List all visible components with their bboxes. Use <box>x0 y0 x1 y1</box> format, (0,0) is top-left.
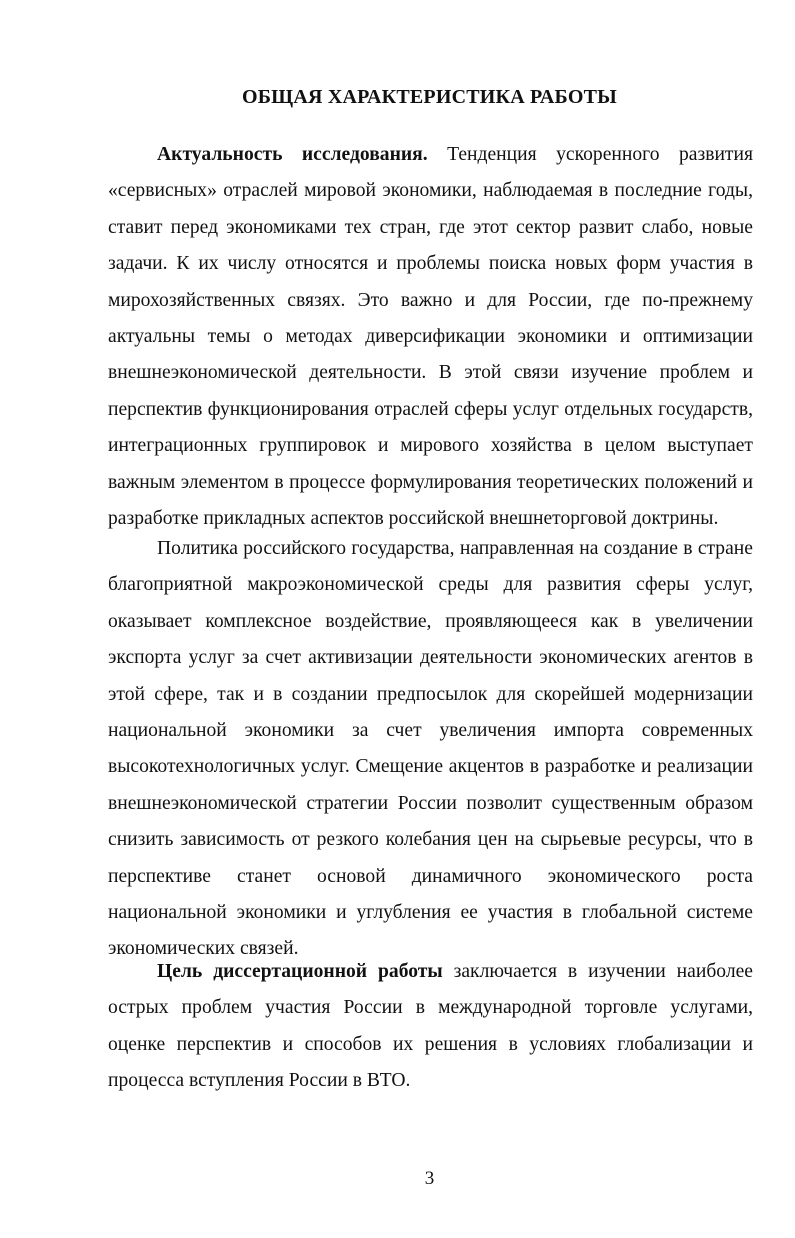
paragraph-text: Тенденция ускоренного развития «сервисных» отраслей мировой экономики, наблюдаемая в последние годы, ставит перед экономиками тех стран, где этот сектор развит слабо, новые задачи. К их числу относятся и проблемы поиска новых форм участия в мирохозяйственных связях. Это важно и для России, где по-прежнему актуальны темы о методах диверсификации экономики и оптимизации внешнеэкономической деятельности. В этой связи изучение проблем и перспектив функционирования отраслей сферы услуг отдельных государств, интеграционных группировок и мирового хозяйства в целом выступает важным элементом в процессе формулирования теоретических положений и разработке прикладных аспектов российской внешнеторговой доктрины. <box>108 144 753 530</box>
paragraph-lead: Цель диссертационной работы <box>157 961 443 982</box>
paragraph-relevance <box>108 137 753 537</box>
section-title: ОБЩАЯ ХАРАКТЕРИСТИКА РАБОТЫ <box>242 86 617 108</box>
paragraph-text: заключается в изучении наиболее острых проблем участия России в международной торговле услугами, оценке перспектив и способов их решения в условиях глобализации и процесса вступления России в ВТО. <box>108 961 753 1092</box>
paragraph-text: Политика российского государства, направленная на создание в стране благоприятной макроэкономической среды для развития сферы услуг, оказывает комплексное воздействие, проявляющееся как в увеличении экспорта услуг за счет активизации деятельности экономических агентов в этой сфере, так и в создании предпосылок для скорейшей модернизации национальной экономики за счет увеличения импорта современных высокотехнологичных услуг. Смещение акцентов в разработке и реализации внешнеэкономической стратегии России позволит существенным образом снизить зависимость от резкого колебания цен на сырьевые ресурсы, что в перспективе станет основой динамичного экономического роста национальной экономики и углубления ее участия в глобальной системе экономических связей. <box>108 538 753 960</box>
paragraph-policy <box>108 531 753 968</box>
paragraph-lead: Актуальность исследования. <box>157 144 428 165</box>
paragraph-goal <box>108 954 753 1100</box>
page-number: 3 <box>424 1168 435 1189</box>
